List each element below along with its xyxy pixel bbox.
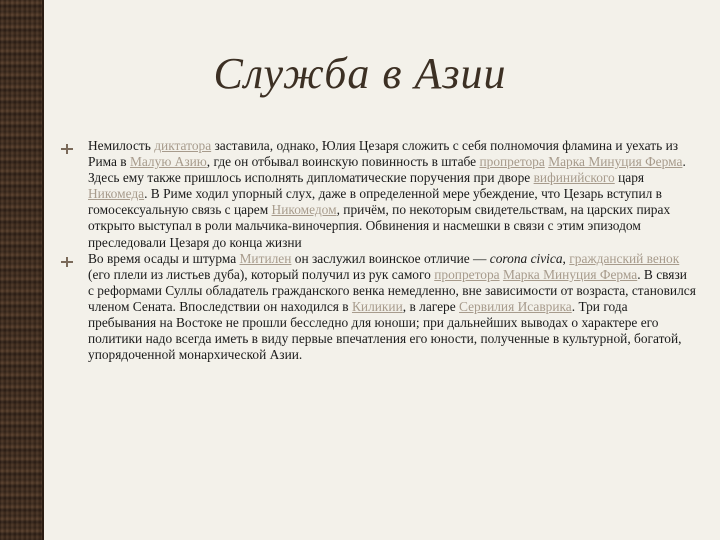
text-segment: заставила, однако, Юлия Цезаря сложить с себя полномочия фламина и уехать из Рима в — [88, 138, 679, 170]
link-mytilene[interactable]: Митилен — [239, 250, 292, 266]
text-segment: он заслужил воинское отличие — — [291, 250, 490, 266]
slide-title: Служба в Азии — [213, 49, 507, 98]
link-propraetor-2[interactable]: пропретора — [434, 266, 500, 282]
link-marcus-minucius-thermus[interactable]: Марка Минуция Ферма — [548, 154, 683, 170]
paragraph-2 — [88, 251, 696, 364]
link-nicomedes[interactable]: Никомеда — [88, 186, 145, 202]
bullet-icon — [61, 257, 74, 267]
text-segment: Во время осады и штурма — [88, 250, 240, 266]
text-segment: , где он отбывал воинскую повинность в штабе — [206, 154, 480, 170]
text-segment: . В Риме ходил упорный слух, даже в определенной мере убеждение, что Цезарь вступил в гомосексуальную связь с царем — [88, 186, 662, 218]
text-segment: , причём, по некоторым свидетельствам, на царских пирах открыто выступал в роли мальчика-виночерпия. Обвинения и насмешки в связи с этим эпизодом преследовали Цезаря до конца жизни — [88, 202, 671, 250]
link-servilius-isauricus[interactable]: Сервилия Исаврика — [459, 298, 572, 314]
link-civic-crown[interactable]: гражданский венок — [569, 250, 680, 266]
link-dictator[interactable]: диктатора — [154, 138, 212, 153]
text-segment: . Здесь ему также пришлось исполнять дипломатические поручения при дворе — [88, 154, 686, 186]
link-bithynian[interactable]: вифинийского — [533, 170, 615, 186]
bullet-icon — [61, 144, 74, 154]
text-segment: (его плели из листьев дуба), который получил из рук самого — [88, 266, 435, 282]
text-segment: . Три года пребывания на Востоке не прошли бесследно для юноши; при дальнейших выводах о характере его политики надо всегда иметь в виду первые впечатления его юности, полученные в культурной, богатой, упорядоченной монархической Азии. — [88, 298, 682, 363]
text-segment: Немилость — [88, 138, 155, 153]
text-segment: , в лагере — [402, 298, 460, 314]
link-cilicia[interactable]: Киликии — [351, 298, 403, 314]
text-segment: царя — [614, 170, 645, 186]
text-segment: , — [562, 250, 570, 266]
link-propraetor[interactable]: пропретора — [479, 154, 545, 170]
link-marcus-minucius-thermus-2[interactable]: Марка Минуция Ферма — [502, 266, 638, 282]
link-nicomedes-2[interactable]: Никомедом — [271, 202, 337, 218]
corona-civica-term: corona civica — [489, 250, 563, 266]
link-asia-minor[interactable]: Малую Азию — [129, 154, 207, 170]
content-area — [88, 138, 696, 363]
text-segment: . В связи с реформами Суллы обладатель гражданского венка немедленно, вне зависимости от возраста, становился членом Сената. Впоследствии он находился в — [88, 266, 696, 314]
paragraph-1 — [88, 138, 696, 251]
